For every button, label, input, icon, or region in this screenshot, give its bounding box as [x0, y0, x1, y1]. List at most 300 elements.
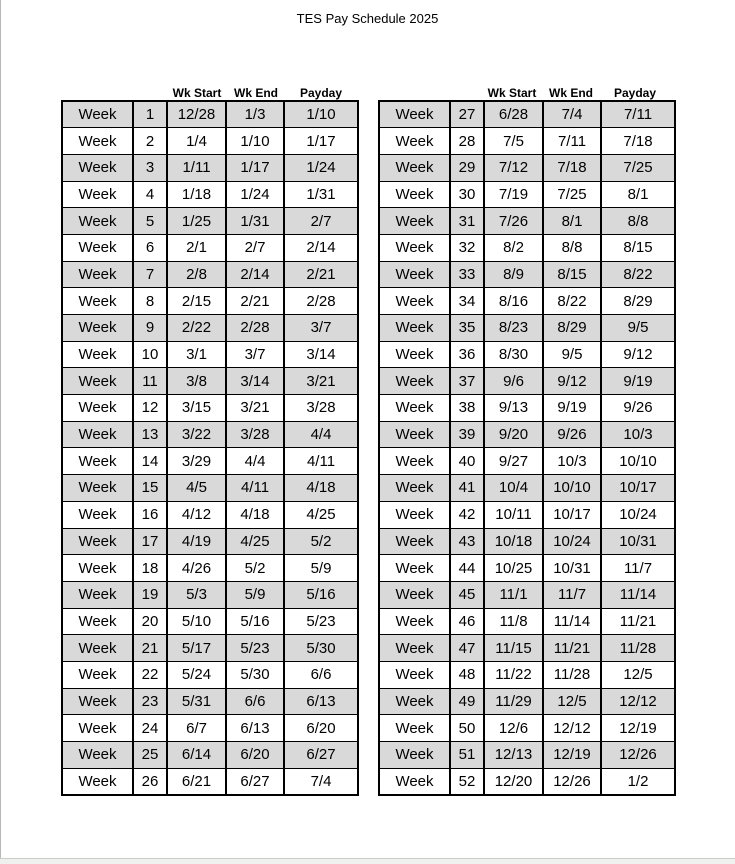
table-row [379, 528, 675, 555]
week-end-cell: 11/21 [543, 635, 601, 662]
week-end-cell: 1/31 [226, 208, 284, 235]
week-end-cell: 6/20 [226, 742, 284, 769]
week-number: 30 [450, 181, 484, 208]
week-label: Week [379, 154, 450, 181]
week-start-cell: 3/22 [167, 421, 226, 448]
table-row [62, 448, 358, 475]
table-row [62, 715, 358, 742]
week-start-cell: 10/18 [484, 528, 543, 555]
week-start-cell: 2/22 [167, 315, 226, 342]
week-number: 6 [133, 234, 167, 261]
table-row [62, 288, 358, 315]
week-end-cell: 3/14 [226, 368, 284, 395]
week-label: Week [62, 208, 133, 235]
payday-cell: 10/17 [601, 475, 675, 502]
week-end-cell: 6/13 [226, 715, 284, 742]
week-label: Week [379, 715, 450, 742]
payday-cell: 7/18 [601, 128, 675, 155]
week-number: 52 [450, 768, 484, 795]
payday-cell: 2/28 [284, 288, 358, 315]
week-start-cell: 1/18 [167, 181, 226, 208]
week-start-cell: 5/24 [167, 661, 226, 688]
week-end-cell: 1/24 [226, 181, 284, 208]
week-label: Week [62, 261, 133, 288]
payday-cell: 7/4 [284, 768, 358, 795]
week-label: Week [62, 421, 133, 448]
week-number: 8 [133, 288, 167, 315]
week-start-cell: 8/16 [484, 288, 543, 315]
week-start-cell: 12/6 [484, 715, 543, 742]
table-row [379, 661, 675, 688]
week-end-cell: 10/17 [543, 501, 601, 528]
payday-cell: 10/3 [601, 421, 675, 448]
payday-cell: 1/24 [284, 154, 358, 181]
week-label: Week [62, 154, 133, 181]
week-number: 9 [133, 315, 167, 342]
week-label: Week [379, 768, 450, 795]
table-row [379, 448, 675, 475]
week-start-cell: 11/15 [484, 635, 543, 662]
payday-cell: 6/27 [284, 742, 358, 769]
payday-cell: 1/17 [284, 128, 358, 155]
week-number: 43 [450, 528, 484, 555]
week-label: Week [379, 261, 450, 288]
week-number: 45 [450, 581, 484, 608]
payday-cell: 5/23 [284, 608, 358, 635]
week-end-cell: 7/4 [543, 101, 601, 128]
week-start-cell: 6/28 [484, 101, 543, 128]
week-end-cell: 2/14 [226, 261, 284, 288]
payday-cell: 8/15 [601, 234, 675, 261]
week-end-cell: 1/17 [226, 154, 284, 181]
week-number: 26 [133, 768, 167, 795]
table-row [379, 288, 675, 315]
page-bottom-edge [0, 858, 735, 864]
week-start-cell: 6/7 [167, 715, 226, 742]
payday-cell: 2/14 [284, 234, 358, 261]
week-end-cell: 10/3 [543, 448, 601, 475]
week-number: 33 [450, 261, 484, 288]
table-row [62, 154, 358, 181]
week-end-cell: 7/25 [543, 181, 601, 208]
week-end-cell: 12/19 [543, 742, 601, 769]
week-label: Week [379, 528, 450, 555]
week-end-cell: 11/28 [543, 661, 601, 688]
page-title: TES Pay Schedule 2025 [296, 11, 439, 26]
week-end-cell: 3/28 [226, 421, 284, 448]
payday-cell: 4/18 [284, 475, 358, 502]
week-start-cell: 12/13 [484, 742, 543, 769]
payday-cell: 9/12 [601, 341, 675, 368]
payday-cell: 7/11 [601, 101, 675, 128]
week-number: 10 [133, 341, 167, 368]
table-row [379, 261, 675, 288]
week-label: Week [62, 581, 133, 608]
week-start-cell: 4/5 [167, 475, 226, 502]
week-start-cell: 8/2 [484, 234, 543, 261]
payday-cell: 9/5 [601, 315, 675, 342]
week-label: Week [62, 128, 133, 155]
payday-cell: 11/28 [601, 635, 675, 662]
payday-cell: 8/1 [601, 181, 675, 208]
week-label: Week [62, 661, 133, 688]
week-start-cell: 4/19 [167, 528, 226, 555]
week-number: 19 [133, 581, 167, 608]
week-label: Week [379, 421, 450, 448]
week-number: 35 [450, 315, 484, 342]
table-row [62, 395, 358, 422]
table-row [379, 635, 675, 662]
week-number: 32 [450, 234, 484, 261]
week-start-cell: 2/8 [167, 261, 226, 288]
week-start-cell: 6/14 [167, 742, 226, 769]
week-start-cell: 5/3 [167, 581, 226, 608]
week-number: 27 [450, 101, 484, 128]
payday-cell: 4/4 [284, 421, 358, 448]
week-end-cell: 5/9 [226, 581, 284, 608]
schedule-table-right [378, 100, 676, 796]
week-start-cell: 9/27 [484, 448, 543, 475]
week-end-cell: 7/18 [543, 154, 601, 181]
table-row [62, 608, 358, 635]
week-end-cell: 2/7 [226, 234, 284, 261]
table-row [62, 742, 358, 769]
week-start-cell: 11/22 [484, 661, 543, 688]
week-start-cell: 3/29 [167, 448, 226, 475]
week-number: 39 [450, 421, 484, 448]
week-number: 37 [450, 368, 484, 395]
week-label: Week [379, 395, 450, 422]
week-number: 46 [450, 608, 484, 635]
week-start-cell: 8/23 [484, 315, 543, 342]
week-number: 24 [133, 715, 167, 742]
week-end-cell: 3/7 [226, 341, 284, 368]
payday-cell: 6/20 [284, 715, 358, 742]
week-end-cell: 6/27 [226, 768, 284, 795]
week-label: Week [379, 475, 450, 502]
table-row [379, 315, 675, 342]
table-row [379, 234, 675, 261]
week-start-cell: 2/15 [167, 288, 226, 315]
week-number: 13 [133, 421, 167, 448]
payday-cell: 8/29 [601, 288, 675, 315]
payday-cell: 8/8 [601, 208, 675, 235]
table-row [379, 608, 675, 635]
week-label: Week [62, 368, 133, 395]
week-end-cell: 5/23 [226, 635, 284, 662]
header-wk-start: Wk Start [169, 86, 225, 101]
payday-cell: 7/25 [601, 154, 675, 181]
week-number: 20 [133, 608, 167, 635]
table-row [379, 128, 675, 155]
table-row [62, 128, 358, 155]
week-end-cell: 8/22 [543, 288, 601, 315]
week-end-cell: 12/12 [543, 715, 601, 742]
week-end-cell: 2/21 [226, 288, 284, 315]
payday-cell: 3/21 [284, 368, 358, 395]
week-start-cell: 3/1 [167, 341, 226, 368]
payday-cell: 3/28 [284, 395, 358, 422]
table-row [379, 341, 675, 368]
table-row [62, 555, 358, 582]
schedule-table-left [61, 100, 359, 796]
table-row [379, 181, 675, 208]
week-label: Week [379, 234, 450, 261]
table-row [379, 421, 675, 448]
week-label: Week [379, 742, 450, 769]
week-label: Week [379, 501, 450, 528]
week-number: 47 [450, 635, 484, 662]
header-wk-end: Wk End [230, 86, 282, 101]
week-number: 51 [450, 742, 484, 769]
payday-cell: 4/11 [284, 448, 358, 475]
week-number: 49 [450, 688, 484, 715]
week-end-cell: 4/25 [226, 528, 284, 555]
week-end-cell: 9/5 [543, 341, 601, 368]
table-row [62, 501, 358, 528]
table-row [379, 688, 675, 715]
week-number: 28 [450, 128, 484, 155]
week-end-cell: 8/15 [543, 261, 601, 288]
payday-cell: 12/12 [601, 688, 675, 715]
week-start-cell: 8/9 [484, 261, 543, 288]
payday-cell: 12/19 [601, 715, 675, 742]
payday-cell: 5/2 [284, 528, 358, 555]
week-label: Week [379, 288, 450, 315]
table-row [379, 768, 675, 795]
payday-cell: 11/14 [601, 581, 675, 608]
week-label: Week [379, 101, 450, 128]
header-payday: Payday [299, 86, 343, 100]
payday-cell: 11/21 [601, 608, 675, 635]
week-number: 42 [450, 501, 484, 528]
week-start-cell: 9/20 [484, 421, 543, 448]
payday-cell: 12/5 [601, 661, 675, 688]
payday-cell: 4/25 [284, 501, 358, 528]
payday-cell: 5/9 [284, 555, 358, 582]
payday-cell: 6/6 [284, 661, 358, 688]
table-row [62, 635, 358, 662]
week-number: 12 [133, 395, 167, 422]
table-row [379, 395, 675, 422]
table-row [62, 208, 358, 235]
week-number: 7 [133, 261, 167, 288]
week-end-cell: 11/7 [543, 581, 601, 608]
week-label: Week [379, 555, 450, 582]
table-row [379, 555, 675, 582]
week-start-cell: 4/12 [167, 501, 226, 528]
table-row [62, 234, 358, 261]
table-row [62, 688, 358, 715]
week-label: Week [62, 288, 133, 315]
week-end-cell: 10/31 [543, 555, 601, 582]
week-label: Week [379, 128, 450, 155]
week-start-cell: 5/10 [167, 608, 226, 635]
week-number: 1 [133, 101, 167, 128]
table-row [62, 528, 358, 555]
week-start-cell: 5/17 [167, 635, 226, 662]
week-start-cell: 2/1 [167, 234, 226, 261]
week-label: Week [62, 315, 133, 342]
week-start-cell: 10/25 [484, 555, 543, 582]
week-number: 50 [450, 715, 484, 742]
week-number: 31 [450, 208, 484, 235]
payday-cell: 12/26 [601, 742, 675, 769]
week-end-cell: 9/19 [543, 395, 601, 422]
table-row [62, 581, 358, 608]
table-row [62, 368, 358, 395]
week-end-cell: 6/6 [226, 688, 284, 715]
week-end-cell: 12/26 [543, 768, 601, 795]
header-wk-start-right: Wk Start [484, 86, 540, 101]
week-label: Week [62, 528, 133, 555]
week-label: Week [62, 688, 133, 715]
week-start-cell: 7/12 [484, 154, 543, 181]
week-end-cell: 5/16 [226, 608, 284, 635]
week-label: Week [379, 608, 450, 635]
payday-cell: 2/7 [284, 208, 358, 235]
payday-cell: 10/31 [601, 528, 675, 555]
table-row [62, 101, 358, 128]
week-label: Week [62, 742, 133, 769]
week-label: Week [62, 475, 133, 502]
table-row [62, 475, 358, 502]
week-number: 38 [450, 395, 484, 422]
table-row [379, 368, 675, 395]
week-end-cell: 8/1 [543, 208, 601, 235]
table-row [379, 101, 675, 128]
payday-cell: 10/10 [601, 448, 675, 475]
week-label: Week [62, 395, 133, 422]
week-start-cell: 7/26 [484, 208, 543, 235]
week-number: 11 [133, 368, 167, 395]
week-start-cell: 12/28 [167, 101, 226, 128]
payday-cell: 6/13 [284, 688, 358, 715]
week-label: Week [62, 608, 133, 635]
header-wk-end-right: Wk End [545, 86, 597, 101]
week-end-cell: 10/24 [543, 528, 601, 555]
week-number: 29 [450, 154, 484, 181]
table-row [62, 315, 358, 342]
week-label: Week [379, 368, 450, 395]
header-payday-right: Payday [613, 86, 657, 100]
week-number: 25 [133, 742, 167, 769]
table-row [62, 261, 358, 288]
week-label: Week [62, 341, 133, 368]
week-end-cell: 11/14 [543, 608, 601, 635]
week-number: 41 [450, 475, 484, 502]
table-row [62, 661, 358, 688]
payday-cell: 3/14 [284, 341, 358, 368]
week-number: 18 [133, 555, 167, 582]
table-row [379, 475, 675, 502]
payday-cell: 2/21 [284, 261, 358, 288]
week-label: Week [62, 234, 133, 261]
payday-cell: 1/10 [284, 101, 358, 128]
week-label: Week [379, 635, 450, 662]
payday-cell: 5/30 [284, 635, 358, 662]
week-end-cell: 9/26 [543, 421, 601, 448]
week-start-cell: 9/13 [484, 395, 543, 422]
week-label: Week [379, 341, 450, 368]
week-start-cell: 11/29 [484, 688, 543, 715]
table-row [379, 208, 675, 235]
week-end-cell: 7/11 [543, 128, 601, 155]
week-label: Week [62, 715, 133, 742]
week-number: 15 [133, 475, 167, 502]
week-start-cell: 6/21 [167, 768, 226, 795]
week-end-cell: 10/10 [543, 475, 601, 502]
week-label: Week [379, 208, 450, 235]
week-start-cell: 7/19 [484, 181, 543, 208]
table-row [379, 581, 675, 608]
week-label: Week [379, 315, 450, 342]
week-label: Week [379, 448, 450, 475]
week-number: 14 [133, 448, 167, 475]
week-start-cell: 4/26 [167, 555, 226, 582]
week-start-cell: 11/8 [484, 608, 543, 635]
week-start-cell: 12/20 [484, 768, 543, 795]
week-number: 23 [133, 688, 167, 715]
week-label: Week [62, 448, 133, 475]
week-end-cell: 12/5 [543, 688, 601, 715]
week-number: 21 [133, 635, 167, 662]
week-start-cell: 7/5 [484, 128, 543, 155]
week-end-cell: 8/29 [543, 315, 601, 342]
week-end-cell: 5/2 [226, 555, 284, 582]
week-end-cell: 9/12 [543, 368, 601, 395]
week-start-cell: 10/4 [484, 475, 543, 502]
payday-cell: 11/7 [601, 555, 675, 582]
week-number: 34 [450, 288, 484, 315]
week-label: Week [62, 181, 133, 208]
payday-cell: 5/16 [284, 581, 358, 608]
payday-cell: 10/24 [601, 501, 675, 528]
week-label: Week [62, 768, 133, 795]
table-row [62, 341, 358, 368]
table-row [379, 501, 675, 528]
week-number: 36 [450, 341, 484, 368]
week-number: 3 [133, 154, 167, 181]
payday-cell: 9/26 [601, 395, 675, 422]
payday-cell: 9/19 [601, 368, 675, 395]
week-label: Week [379, 661, 450, 688]
week-label: Week [62, 101, 133, 128]
week-number: 17 [133, 528, 167, 555]
week-end-cell: 4/11 [226, 475, 284, 502]
week-start-cell: 5/31 [167, 688, 226, 715]
week-start-cell: 11/1 [484, 581, 543, 608]
week-number: 4 [133, 181, 167, 208]
table-row [62, 181, 358, 208]
week-number: 44 [450, 555, 484, 582]
week-end-cell: 5/30 [226, 661, 284, 688]
table-row [379, 715, 675, 742]
week-number: 22 [133, 661, 167, 688]
week-label: Week [62, 555, 133, 582]
page-edge [0, 0, 1, 863]
week-number: 40 [450, 448, 484, 475]
week-end-cell: 1/10 [226, 128, 284, 155]
payday-cell: 8/22 [601, 261, 675, 288]
week-label: Week [62, 501, 133, 528]
week-label: Week [379, 181, 450, 208]
table-row [62, 768, 358, 795]
table-row [379, 154, 675, 181]
week-end-cell: 4/18 [226, 501, 284, 528]
week-label: Week [379, 581, 450, 608]
week-number: 48 [450, 661, 484, 688]
